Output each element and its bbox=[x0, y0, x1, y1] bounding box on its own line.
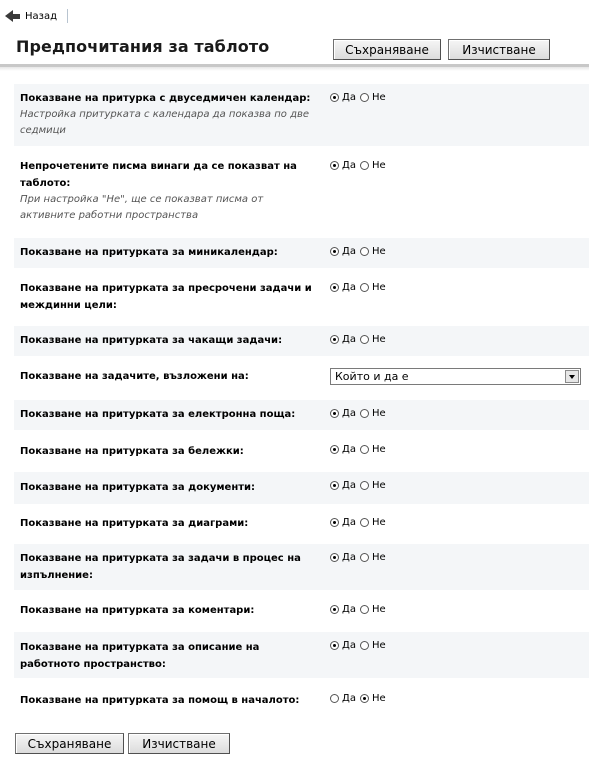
radio-no[interactable] bbox=[360, 409, 369, 418]
radio-group bbox=[330, 243, 390, 260]
pref-row-email bbox=[14, 400, 589, 430]
radio-no-label: Не bbox=[371, 246, 386, 257]
radio-group bbox=[330, 157, 390, 174]
radio-yes[interactable] bbox=[330, 445, 339, 454]
clear-button-bottom[interactable]: Изчистване bbox=[128, 733, 230, 754]
radio-no[interactable] bbox=[360, 161, 369, 170]
radio-no[interactable] bbox=[360, 481, 369, 490]
radio-yes[interactable] bbox=[330, 161, 339, 170]
top-nav bbox=[5, 8, 68, 24]
radio-no-label: Не bbox=[371, 92, 386, 103]
pref-row-getting-started-help bbox=[14, 684, 589, 714]
radio-group bbox=[330, 637, 390, 654]
assigned-to-select[interactable] bbox=[330, 368, 581, 385]
pref-row-unread-mail bbox=[14, 152, 589, 230]
pref-label: Показване на притурката за коментари: bbox=[20, 605, 255, 616]
pref-label: Показване на притурката за помощ в началото: bbox=[20, 695, 300, 706]
radio-group bbox=[330, 690, 390, 707]
radio-no-label: Не bbox=[371, 408, 386, 419]
pref-row-minicalendar bbox=[14, 238, 589, 268]
pref-label: Показване на притурката за документи: bbox=[20, 482, 256, 493]
radio-yes-label: Да bbox=[342, 334, 356, 345]
radio-no-label: Не bbox=[371, 334, 386, 345]
radio-yes-label: Да bbox=[342, 480, 356, 491]
radio-yes[interactable] bbox=[330, 247, 339, 256]
radio-yes-label: Да bbox=[342, 444, 356, 455]
pref-description: Настройка притурката с календара да показва по две седмици bbox=[20, 109, 310, 136]
radio-yes-label: Да bbox=[342, 282, 356, 293]
radio-no-label: Не bbox=[371, 604, 386, 615]
radio-group bbox=[330, 405, 390, 422]
radio-no[interactable] bbox=[360, 335, 369, 344]
header-divider-shadow bbox=[0, 67, 589, 71]
pref-row-tasks-in-progress bbox=[14, 544, 589, 590]
radio-yes-label: Да bbox=[342, 408, 356, 419]
pref-row-workspace-description bbox=[14, 632, 589, 678]
radio-no-label: Не bbox=[371, 517, 386, 528]
radio-no-label: Не bbox=[371, 282, 386, 293]
radio-group bbox=[330, 441, 390, 458]
pref-label: Непрочетените писма винаги да се показват на таблото: bbox=[20, 161, 297, 189]
radio-group bbox=[330, 477, 390, 494]
radio-group bbox=[330, 514, 390, 531]
radio-yes[interactable] bbox=[330, 641, 339, 650]
pref-label: Показване на притурката за задачи в процес на изпълнение: bbox=[20, 553, 301, 581]
pref-label: Показване на притурката за миникалендар: bbox=[20, 247, 278, 258]
back-arrow-icon[interactable] bbox=[5, 10, 13, 22]
radio-no[interactable] bbox=[360, 518, 369, 527]
radio-yes-label: Да bbox=[342, 246, 356, 257]
radio-group bbox=[330, 331, 390, 348]
back-arrow-stem bbox=[13, 14, 20, 19]
radio-no[interactable] bbox=[360, 605, 369, 614]
radio-no-label: Не bbox=[371, 693, 386, 704]
radio-yes[interactable] bbox=[330, 553, 339, 562]
save-button-top[interactable]: Съхраняване bbox=[333, 39, 441, 60]
radio-yes-label: Да bbox=[342, 552, 356, 563]
clear-button-top[interactable]: Изчистване bbox=[448, 39, 550, 60]
radio-no-label: Не bbox=[371, 640, 386, 651]
radio-yes[interactable] bbox=[330, 283, 339, 292]
radio-yes-label: Да bbox=[342, 604, 356, 615]
radio-no[interactable] bbox=[360, 553, 369, 562]
pref-description: При настройка "Не", ще се показват писма от активните работни пространства bbox=[20, 194, 264, 221]
page-title: Предпочитания за таблото bbox=[16, 37, 270, 56]
radio-no-label: Не bbox=[371, 444, 386, 455]
assigned-to-select-value: Който и да е bbox=[335, 370, 409, 383]
radio-yes[interactable] bbox=[330, 481, 339, 490]
pref-row-overdue-tasks bbox=[14, 274, 589, 318]
radio-no[interactable] bbox=[360, 694, 369, 703]
radio-group bbox=[330, 601, 390, 618]
pref-label: Показване на притурката за пресрочени задачи и междинни цели: bbox=[20, 283, 312, 311]
back-link[interactable]: Назад bbox=[25, 10, 58, 22]
radio-no[interactable] bbox=[360, 445, 369, 454]
radio-no-label: Не bbox=[371, 552, 386, 563]
radio-no-label: Не bbox=[371, 160, 386, 171]
radio-group bbox=[330, 549, 390, 566]
radio-yes-label: Да bbox=[342, 640, 356, 651]
pref-row-comments bbox=[14, 596, 589, 626]
radio-no[interactable] bbox=[360, 93, 369, 102]
radio-yes-label: Да bbox=[342, 517, 356, 528]
pref-label: Показване на притурката за описание на работното пространство: bbox=[20, 642, 260, 670]
nav-divider bbox=[67, 9, 68, 23]
radio-yes[interactable] bbox=[330, 605, 339, 614]
radio-group bbox=[330, 89, 390, 106]
chevron-down-icon[interactable] bbox=[565, 370, 579, 383]
pref-row-biweekly-calendar bbox=[14, 84, 589, 146]
radio-yes[interactable] bbox=[330, 93, 339, 102]
pref-row-documents bbox=[14, 472, 589, 504]
pref-label: Показване на притурката за диаграми: bbox=[20, 518, 249, 529]
radio-yes[interactable] bbox=[330, 518, 339, 527]
radio-no[interactable] bbox=[360, 283, 369, 292]
radio-no-label: Не bbox=[371, 480, 386, 491]
radio-yes-label: Да bbox=[342, 92, 356, 103]
save-button-bottom[interactable]: Съхраняване bbox=[15, 733, 124, 754]
pref-row-pending-tasks bbox=[14, 326, 589, 356]
radio-group bbox=[330, 279, 390, 296]
pref-label: Показване на притурката за електронна поща: bbox=[20, 409, 296, 420]
pref-row-notes bbox=[14, 436, 589, 466]
radio-no[interactable] bbox=[360, 247, 369, 256]
pref-label: Показване на притурка с двуседмичен календар: bbox=[20, 93, 311, 104]
pref-label: Показване на притурката за чакащи задачи: bbox=[20, 335, 283, 346]
pref-row-assigned-to bbox=[14, 362, 589, 394]
radio-yes-label: Да bbox=[342, 693, 356, 704]
radio-yes[interactable] bbox=[330, 694, 339, 703]
pref-label: Показване на задачите, възложени на: bbox=[20, 371, 249, 382]
pref-label: Показване на притурката за бележки: bbox=[20, 446, 244, 457]
radio-yes[interactable] bbox=[330, 409, 339, 418]
pref-row-charts bbox=[14, 510, 589, 540]
radio-yes-label: Да bbox=[342, 160, 356, 171]
radio-no[interactable] bbox=[360, 641, 369, 650]
radio-yes[interactable] bbox=[330, 335, 339, 344]
